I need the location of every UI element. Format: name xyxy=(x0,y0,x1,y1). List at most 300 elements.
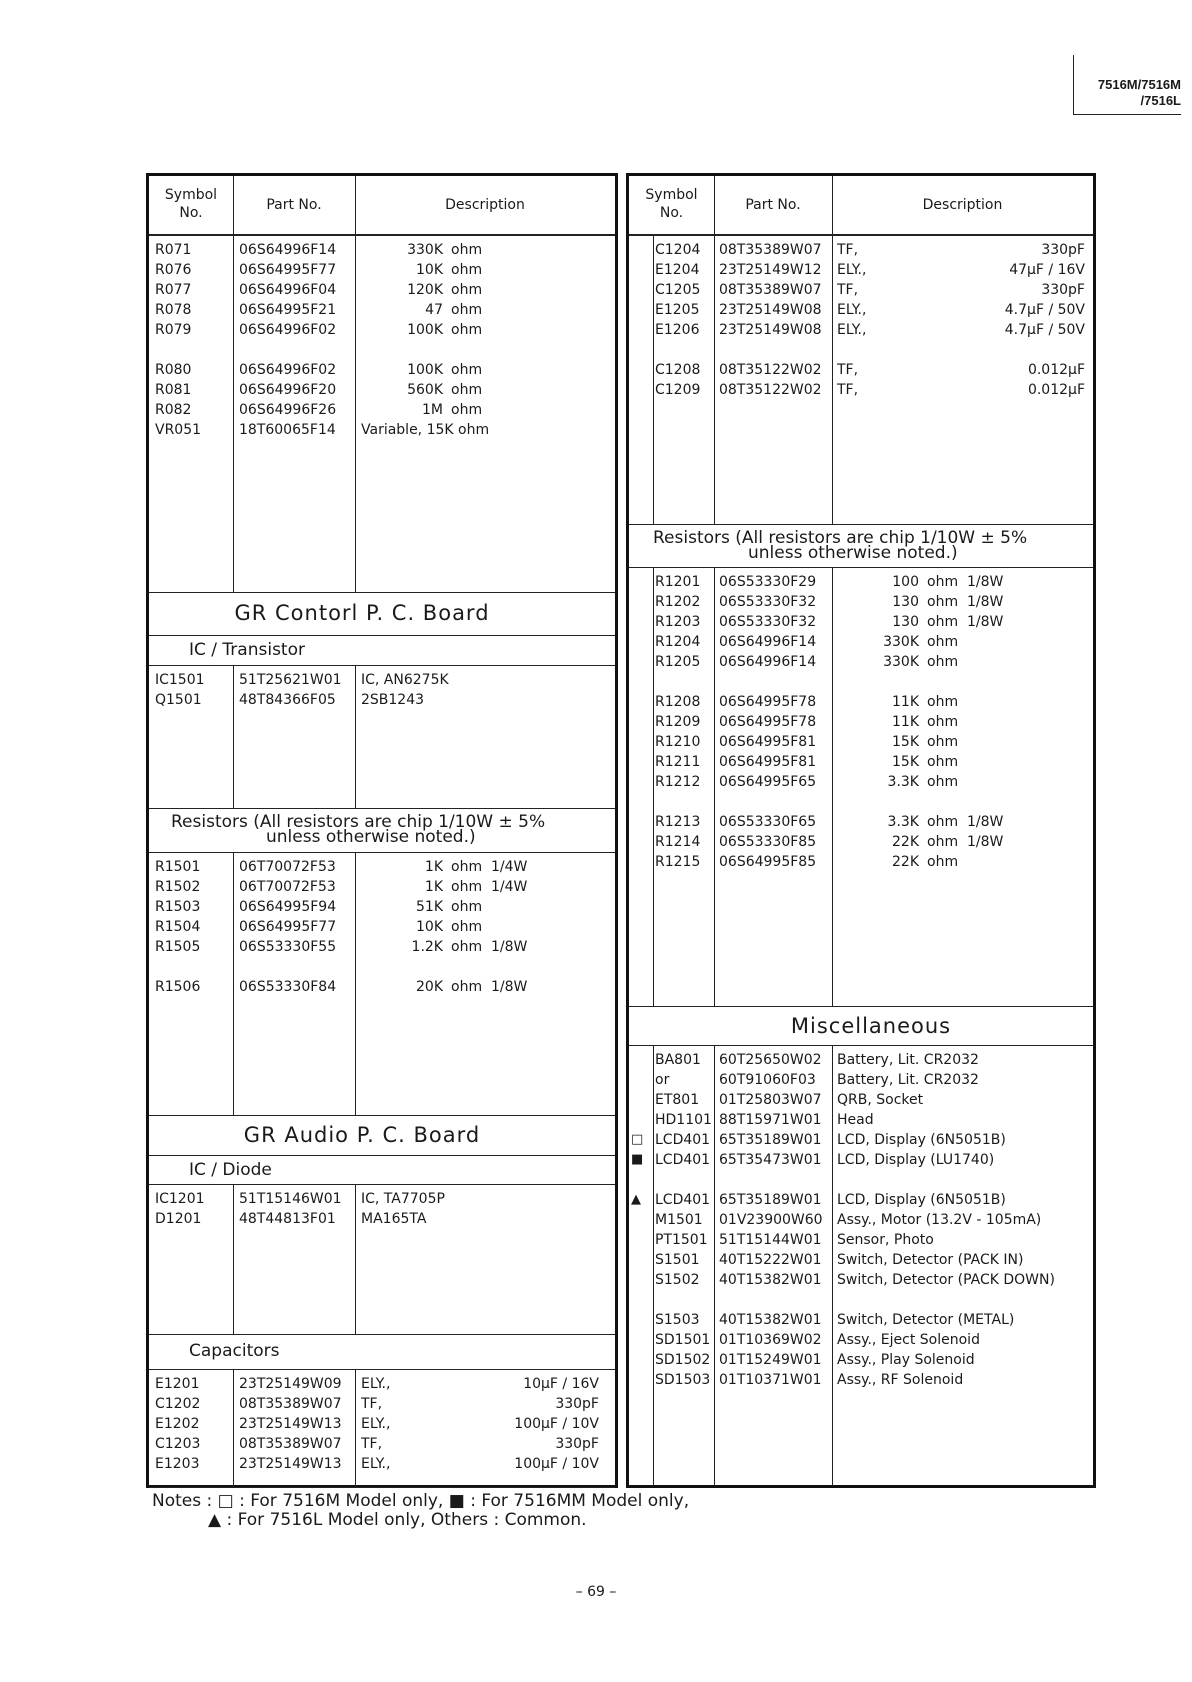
symbol-no: SD1501 xyxy=(655,1332,711,1348)
symbol-no: C1205 xyxy=(655,282,701,298)
part-no: 23T25149W12 xyxy=(719,262,822,278)
table-row xyxy=(149,320,615,340)
description: Switch, Detector (METAL) xyxy=(837,1312,1015,1328)
symbol-header-line1: Symbol xyxy=(164,187,218,203)
table-row xyxy=(149,857,615,877)
description: Battery, Lit. CR2032 xyxy=(837,1072,979,1088)
table-row xyxy=(149,280,615,300)
table-row xyxy=(149,877,615,897)
part-no: 06S64995F94 xyxy=(239,899,337,915)
part-no-header: Part No. xyxy=(266,197,322,213)
part-no: 06S53330F32 xyxy=(719,614,817,630)
part-no: 23T25149W09 xyxy=(239,1376,342,1392)
resistors-note xyxy=(149,809,615,853)
part-no: 40T15222W01 xyxy=(719,1252,822,1268)
unit: ohm xyxy=(451,402,483,418)
capacitor-value: 0.012µF xyxy=(1027,362,1085,378)
symbol-no: R1504 xyxy=(155,919,201,935)
table-row xyxy=(629,632,1093,652)
table-row xyxy=(149,1189,615,1209)
table-row xyxy=(149,897,615,917)
capacitor-type: TF, xyxy=(837,282,859,298)
table-row xyxy=(149,1414,615,1434)
part-no: 06S64996F04 xyxy=(239,282,337,298)
symbol-no: R1205 xyxy=(655,654,701,670)
table-row xyxy=(629,1070,1093,1090)
description: Assy., RF Solenoid xyxy=(837,1372,964,1388)
unit: ohm xyxy=(451,859,483,875)
part-no: 23T25149W08 xyxy=(719,302,822,318)
part-no: 60T91060F03 xyxy=(719,1072,816,1088)
table-row xyxy=(149,1434,615,1454)
table-row xyxy=(629,1370,1093,1390)
description: IC, AN6275K xyxy=(361,672,449,688)
table-row xyxy=(149,1394,615,1414)
symbol-no: R1204 xyxy=(655,634,701,650)
unit: ohm xyxy=(451,262,483,278)
table-row xyxy=(629,852,1093,872)
symbol-no: R1214 xyxy=(655,834,701,850)
description: Battery, Lit. CR2032 xyxy=(837,1052,979,1068)
part-no: 60T25650W02 xyxy=(719,1052,822,1068)
symbol-no: C1203 xyxy=(155,1436,201,1452)
capacitor-type: TF, xyxy=(361,1436,383,1452)
symbol-no: S1502 xyxy=(655,1272,700,1288)
part-no: 06S64996F14 xyxy=(719,654,817,670)
symbol-header-line2: No. xyxy=(179,205,203,221)
resistance-value: 100K xyxy=(407,362,443,378)
wattage: 1/8W xyxy=(967,614,1004,630)
unit: ohm xyxy=(927,754,959,770)
gr-audio-title-text: GR Audio P. C. Board xyxy=(243,1123,481,1147)
unit: ohm xyxy=(927,714,959,730)
table-header xyxy=(629,176,1093,236)
part-no: 65T35189W01 xyxy=(719,1132,822,1148)
wattage: 1/4W xyxy=(491,859,528,875)
part-no: 06S64995F65 xyxy=(719,774,817,790)
resistance-value: 10K xyxy=(416,919,443,935)
symbol-no: R1501 xyxy=(155,859,201,875)
symbol-no: R1213 xyxy=(655,814,701,830)
symbol-no: E1203 xyxy=(155,1456,200,1472)
description-header: Description xyxy=(445,197,525,213)
symbol-no: R1505 xyxy=(155,939,201,955)
description: Switch, Detector (PACK IN) xyxy=(837,1252,1024,1268)
table-row xyxy=(149,240,615,260)
symbol-no: R081 xyxy=(155,382,192,398)
capacitor-type: ELY., xyxy=(837,322,867,338)
part-no: 48T84366F05 xyxy=(239,692,336,708)
ic-transistor-label xyxy=(149,636,615,666)
resistors-section xyxy=(629,568,1093,1007)
capacitor-value: 100µF / 10V xyxy=(514,1456,599,1472)
notes-line-2: ▲ : For 7516L Model only, Others : Common. xyxy=(208,1510,587,1530)
unit: ohm xyxy=(451,382,483,398)
description: QRB, Socket xyxy=(837,1092,924,1108)
symbol-no: C1209 xyxy=(655,382,701,398)
part-no: 06S64996F14 xyxy=(239,242,337,258)
part-no: 06S53330F65 xyxy=(719,814,817,830)
table-row xyxy=(149,1209,615,1229)
resistance-value: 120K xyxy=(407,282,443,298)
wattage: 1/8W xyxy=(967,834,1004,850)
part-no: 40T15382W01 xyxy=(719,1272,822,1288)
symbol-no: LCD401 xyxy=(655,1192,711,1208)
table-row xyxy=(149,690,615,710)
miscellaneous-title-text: Miscellaneous xyxy=(790,1014,952,1038)
table-row xyxy=(629,380,1093,400)
gr-control-title-text: GR Contorl P. C. Board xyxy=(234,601,490,625)
resistance-value: 15K xyxy=(892,734,919,750)
gr-control-title xyxy=(149,593,615,636)
symbol-no: R082 xyxy=(155,402,192,418)
unit: ohm xyxy=(927,774,959,790)
table-header xyxy=(149,176,615,236)
table-row xyxy=(629,280,1093,300)
table-row xyxy=(629,1270,1093,1290)
resistance-value: 330K xyxy=(883,634,919,650)
resistance-value: 130 xyxy=(892,594,919,610)
symbol-header-line2: No. xyxy=(659,205,684,221)
wattage: 1/8W xyxy=(967,814,1004,830)
resistance-value: 47 xyxy=(425,302,443,318)
table-row xyxy=(629,1190,1093,1210)
part-no: 01T10369W02 xyxy=(719,1332,822,1348)
model-marker: □ xyxy=(631,1132,644,1147)
symbol-no: R1211 xyxy=(655,754,701,770)
ic-transistor-label-text: IC / Transistor xyxy=(189,640,305,660)
capacitors-label xyxy=(149,1335,615,1370)
symbol-no: R1201 xyxy=(655,574,701,590)
part-no: 01V23900W60 xyxy=(719,1212,823,1228)
unit: ohm xyxy=(927,734,959,750)
left-parts-table xyxy=(146,173,618,1488)
part-no: 51T25621W01 xyxy=(239,672,342,688)
part-no: 08T35389W07 xyxy=(239,1436,342,1452)
description: LCD, Display (6N5051B) xyxy=(837,1192,1006,1208)
part-no: 40T15382W01 xyxy=(719,1312,822,1328)
ic-diode-label-text: IC / Diode xyxy=(189,1160,272,1180)
note-line-1: Resistors (All resistors are chip 1/10W ± 5% xyxy=(171,812,546,832)
resistance-value: 10K xyxy=(416,262,443,278)
table-row xyxy=(149,400,615,420)
symbol-no: BA801 xyxy=(655,1052,701,1068)
symbol-no: E1204 xyxy=(655,262,700,278)
resistance-value: 130 xyxy=(892,614,919,630)
description: Variable, 15K ohm xyxy=(361,422,490,438)
part-no: 06S64995F81 xyxy=(719,734,817,750)
resistance-value: 20K xyxy=(416,979,443,995)
resistors-note-text xyxy=(171,812,546,847)
capacitor-value: 100µF / 10V xyxy=(514,1416,599,1432)
unit: ohm xyxy=(927,634,959,650)
part-no-header: Part No. xyxy=(745,197,801,213)
note-line-2: unless otherwise noted.) xyxy=(266,827,476,847)
resistance-value: 1K xyxy=(424,879,443,895)
part-no: 06S64995F21 xyxy=(239,302,337,318)
symbol-no: R1502 xyxy=(155,879,201,895)
part-no: 06S64996F26 xyxy=(239,402,337,418)
table-row xyxy=(629,1310,1093,1330)
resistance-value: 100K xyxy=(407,322,443,338)
wattage: 1/8W xyxy=(491,939,528,955)
capacitor-type: ELY., xyxy=(361,1376,391,1392)
unit: ohm xyxy=(451,879,483,895)
symbol-no: E1201 xyxy=(155,1376,200,1392)
note-line-2: unless otherwise noted.) xyxy=(748,543,958,563)
table-row xyxy=(629,1210,1093,1230)
capacitor-type: TF, xyxy=(837,382,859,398)
symbol-no: SD1503 xyxy=(655,1372,711,1388)
resistance-value: 22K xyxy=(892,834,919,850)
table-row xyxy=(629,732,1093,752)
model-line-1: 7516M/7516M xyxy=(1097,77,1181,92)
resistors-section xyxy=(149,853,615,1116)
symbol-no: R1202 xyxy=(655,594,701,610)
description-header: Description xyxy=(922,197,1003,213)
notes xyxy=(152,1492,689,1530)
symbol-no: Q1501 xyxy=(155,692,202,708)
resistance-value: 15K xyxy=(892,754,919,770)
symbol-no: R1208 xyxy=(655,694,701,710)
capacitor-value: 47µF / 16V xyxy=(1009,262,1085,278)
table-row xyxy=(149,380,615,400)
table-row xyxy=(149,937,615,957)
part-no: 01T25803W07 xyxy=(719,1092,822,1108)
unit: ohm xyxy=(927,594,959,610)
description: 2SB1243 xyxy=(361,692,425,708)
part-no: 23T25149W08 xyxy=(719,322,822,338)
resistors-section xyxy=(149,236,615,593)
symbol-no: SD1502 xyxy=(655,1352,711,1368)
table-row xyxy=(629,1090,1093,1110)
description: LCD, Display (6N5051B) xyxy=(837,1132,1006,1148)
description: Assy., Eject Solenoid xyxy=(837,1332,980,1348)
unit: ohm xyxy=(451,919,483,935)
wattage: 1/4W xyxy=(491,879,528,895)
table-row xyxy=(629,652,1093,672)
symbol-no-header xyxy=(629,186,714,222)
ic-diode-label xyxy=(149,1156,615,1185)
part-no: 01T10371W01 xyxy=(719,1372,822,1388)
capacitors-label-text: Capacitors xyxy=(189,1341,280,1361)
model-marker: ■ xyxy=(631,1152,644,1167)
table-row xyxy=(629,240,1093,260)
capacitor-type: TF, xyxy=(837,362,859,378)
part-no: 08T35389W07 xyxy=(719,242,822,258)
resistance-value: 1M xyxy=(422,402,443,418)
table-row xyxy=(629,712,1093,732)
capacitors-section xyxy=(629,236,1093,525)
table-row xyxy=(149,300,615,320)
capacitors-section xyxy=(149,1370,615,1488)
symbol-no: R071 xyxy=(155,242,192,258)
part-no: 06S64995F78 xyxy=(719,714,817,730)
table-row xyxy=(629,772,1093,792)
capacitor-type: TF, xyxy=(837,242,859,258)
symbol-no: R1506 xyxy=(155,979,201,995)
table-row xyxy=(149,260,615,280)
capacitor-value: 4.7µF / 50V xyxy=(1004,322,1085,338)
resistance-value: 22K xyxy=(892,854,919,870)
wattage: 1/8W xyxy=(967,594,1004,610)
table-row xyxy=(629,360,1093,380)
symbol-no: R1210 xyxy=(655,734,701,750)
resistance-value: 560K xyxy=(407,382,443,398)
resistance-value: 3.3K xyxy=(887,774,919,790)
symbol-no: R078 xyxy=(155,302,192,318)
resistance-value: 3.3K xyxy=(887,814,919,830)
part-no: 08T35122W02 xyxy=(719,382,822,398)
part-no: 23T25149W13 xyxy=(239,1416,342,1432)
unit: ohm xyxy=(927,834,959,850)
capacitor-type: ELY., xyxy=(361,1456,391,1472)
unit: ohm xyxy=(451,242,483,258)
table-row xyxy=(629,320,1093,340)
part-no: 48T44813F01 xyxy=(239,1211,336,1227)
symbol-no: C1204 xyxy=(655,242,701,258)
symbol-no: IC1501 xyxy=(155,672,205,688)
wattage: 1/8W xyxy=(967,574,1004,590)
symbol-no: R1215 xyxy=(655,854,701,870)
gr-audio-title xyxy=(149,1116,615,1156)
part-no: 06T70072F53 xyxy=(239,879,336,895)
description: Sensor, Photo xyxy=(837,1232,934,1248)
capacitor-value: 0.012µF xyxy=(1027,382,1085,398)
part-no: 06S64995F77 xyxy=(239,919,337,935)
part-no: 65T35473W01 xyxy=(719,1152,822,1168)
symbol-no: R1209 xyxy=(655,714,701,730)
capacitor-type: ELY., xyxy=(361,1416,391,1432)
part-no: 06S64995F78 xyxy=(719,694,817,710)
symbol-no: R076 xyxy=(155,262,192,278)
capacitor-value: 4.7µF / 50V xyxy=(1004,302,1085,318)
table-row xyxy=(629,812,1093,832)
table-row xyxy=(629,612,1093,632)
unit: ohm xyxy=(927,854,959,870)
table-row xyxy=(629,1130,1093,1150)
resistance-value: 100 xyxy=(892,574,919,590)
part-no: 08T35122W02 xyxy=(719,362,822,378)
part-no: 08T35389W07 xyxy=(719,282,822,298)
description: Assy., Motor (13.2V - 105mA) xyxy=(837,1212,1042,1228)
unit: ohm xyxy=(451,939,483,955)
part-no: 06S64996F20 xyxy=(239,382,337,398)
unit: ohm xyxy=(451,362,483,378)
symbol-no: S1503 xyxy=(655,1312,700,1328)
unit: ohm xyxy=(451,282,483,298)
part-no: 06S64995F81 xyxy=(719,754,817,770)
table-row xyxy=(629,1230,1093,1250)
unit: ohm xyxy=(451,899,483,915)
symbol-no: R1212 xyxy=(655,774,701,790)
table-row xyxy=(629,1050,1093,1070)
symbol-no: R079 xyxy=(155,322,192,338)
part-no: 65T35189W01 xyxy=(719,1192,822,1208)
symbol-no: VR051 xyxy=(155,422,202,438)
symbol-no: R1203 xyxy=(655,614,701,630)
description: MA165TA xyxy=(361,1211,427,1227)
table-row xyxy=(149,670,615,690)
capacitor-value: 330pF xyxy=(555,1396,599,1412)
page-number: – 69 – xyxy=(575,1584,617,1600)
resistance-value: 1.2K xyxy=(411,939,443,955)
resistance-value: 1K xyxy=(424,859,443,875)
resistance-value: 11K xyxy=(892,714,919,730)
symbol-no-header xyxy=(149,186,233,222)
symbol-no: E1202 xyxy=(155,1416,200,1432)
part-no: 06S64995F85 xyxy=(719,854,817,870)
ic-transistor-section xyxy=(149,666,615,809)
symbol-no: HD1101 xyxy=(655,1112,712,1128)
table-row xyxy=(629,592,1093,612)
symbol-no: E1206 xyxy=(655,322,700,338)
table-row xyxy=(629,1150,1093,1170)
notes-line-1: Notes : □ : For 7516M Model only, ■ : For 7516MM Model only, xyxy=(152,1491,690,1511)
part-no: 18T60065F14 xyxy=(239,422,336,438)
symbol-no: LCD401 xyxy=(655,1152,711,1168)
unit: ohm xyxy=(927,574,959,590)
table-row xyxy=(629,260,1093,280)
symbol-no: R1503 xyxy=(155,899,201,915)
ic-diode-section xyxy=(149,1185,615,1335)
resistance-value: 330K xyxy=(883,654,919,670)
capacitor-type: ELY., xyxy=(837,262,867,278)
wattage: 1/8W xyxy=(491,979,528,995)
table-row xyxy=(629,752,1093,772)
model-line-2: /7516L xyxy=(1140,93,1181,108)
table-row xyxy=(629,1350,1093,1370)
note-line-1: Resistors (All resistors are chip 1/10W ± 5% xyxy=(653,528,1028,548)
unit: ohm xyxy=(927,694,959,710)
right-parts-table xyxy=(626,173,1096,1488)
part-no: 51T15144W01 xyxy=(719,1232,822,1248)
table-row xyxy=(149,1374,615,1394)
resistors-note xyxy=(629,525,1093,568)
table-row xyxy=(149,360,615,380)
symbol-no: C1202 xyxy=(155,1396,201,1412)
part-no: 06S53330F32 xyxy=(719,594,817,610)
table-row xyxy=(149,917,615,937)
unit: ohm xyxy=(927,654,959,670)
part-no: 06S53330F29 xyxy=(719,574,817,590)
model-label xyxy=(1073,55,1181,115)
symbol-no: PT1501 xyxy=(655,1232,708,1248)
resistors-note-text xyxy=(653,528,1028,563)
part-no: 51T15146W01 xyxy=(239,1191,342,1207)
capacitor-type: ELY., xyxy=(837,302,867,318)
description: Head xyxy=(837,1112,874,1128)
part-no: 06S53330F84 xyxy=(239,979,337,995)
symbol-no: R080 xyxy=(155,362,192,378)
table-row xyxy=(149,1454,615,1474)
part-no: 06S64995F77 xyxy=(239,262,337,278)
table-row xyxy=(149,977,615,997)
part-no: 06S64996F02 xyxy=(239,362,337,378)
part-no: 06T70072F53 xyxy=(239,859,336,875)
symbol-no: E1205 xyxy=(655,302,700,318)
symbol-no: or xyxy=(655,1072,670,1088)
unit: ohm xyxy=(451,322,483,338)
part-no: 23T25149W13 xyxy=(239,1456,342,1472)
capacitor-value: 330pF xyxy=(555,1436,599,1452)
symbol-no: C1208 xyxy=(655,362,701,378)
table-row xyxy=(629,1330,1093,1350)
part-no: 08T35389W07 xyxy=(239,1396,342,1412)
model-marker: ▲ xyxy=(631,1192,641,1207)
symbol-no: LCD401 xyxy=(655,1132,711,1148)
table-row xyxy=(629,1250,1093,1270)
